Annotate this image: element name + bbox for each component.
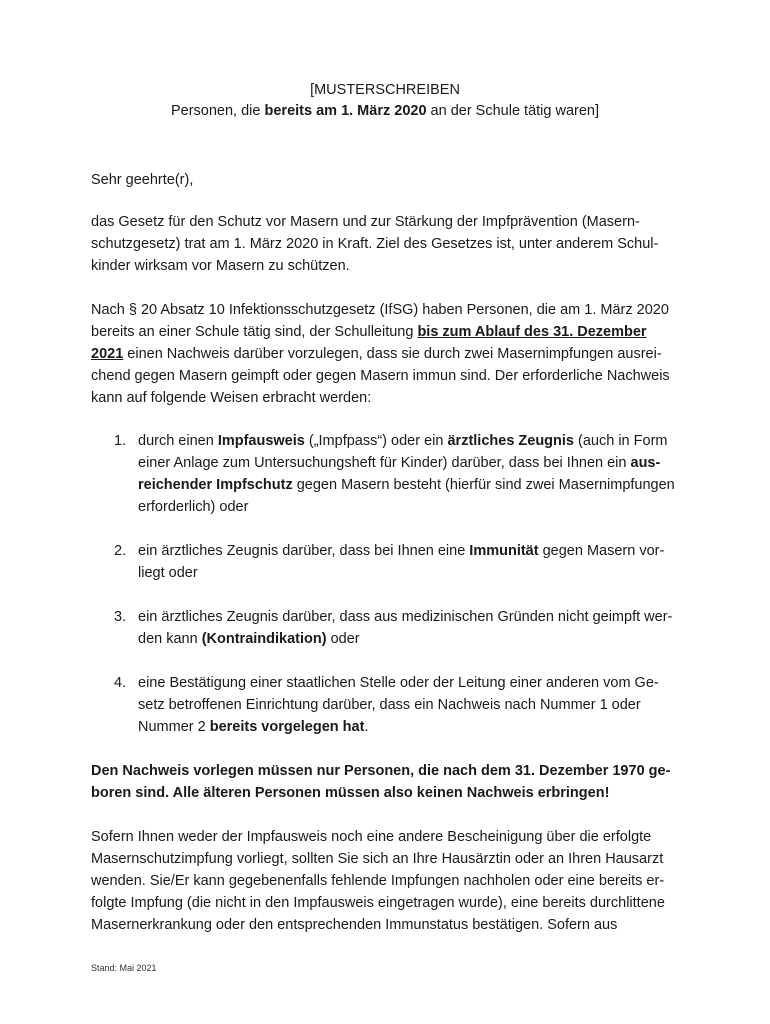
paragraph-line: boren sind. Alle älteren Personen müssen also keinen Nachweis erbringen! — [91, 785, 610, 801]
text-segment: gegen Masern vor- — [538, 543, 665, 559]
text-bold: Immunität — [469, 543, 539, 559]
text-segment: ein ärztliches Zeugnis darüber, dass bei Ihnen eine — [138, 543, 470, 559]
paragraph-age-note — [91, 760, 716, 804]
letter-header — [0, 80, 770, 122]
list-line: liegt oder — [138, 565, 198, 581]
paragraph-line: Masernschutzimpfung vorliegt, sollten Sie sich an Ihre Hausärztin oder an Ihren Hausarzt — [91, 851, 664, 867]
paragraph-line: chend gegen Masern geimpft oder gegen Masern immun sind. Der erforderliche Nachweis — [91, 368, 670, 384]
text-segment: bereits an einer Schule tätig sind, der Schulleitung — [91, 324, 418, 340]
header-line-2-text: Personen, die — [170, 103, 265, 119]
text-segment: . — [364, 719, 369, 735]
paragraph-intro — [91, 211, 716, 277]
list-line: setz betroffenen Einrichtung darüber, dass ein Nachweis nach Nummer 1 oder — [138, 697, 641, 713]
list-item-text — [138, 430, 716, 518]
text-bold: bereits vorgelegen hat — [209, 719, 365, 735]
text-bold: aus- — [630, 455, 661, 471]
text-segment: einer Anlage zum Untersuchungsheft für Kinder) darüber, dass bei Ihnen ein — [138, 455, 631, 471]
footer-date: Stand: Mai 2021 — [91, 963, 157, 973]
paragraph-line: schutzgesetz) trat am 1. März 2020 in Kraft. Ziel des Gesetzes ist, unter anderem Schul- — [91, 236, 659, 252]
list-item-text — [138, 540, 716, 584]
deadline-emphasis: bis zum Ablauf des 31. Dezember — [417, 324, 647, 340]
paragraph-line: Den Nachweis vorlegen müssen nur Personen, die nach dem 31. Dezember 1970 ge- — [91, 763, 671, 779]
list-item-text — [138, 606, 716, 650]
list-number: 1. — [114, 433, 127, 449]
text-bold: (Kontraindikation) — [201, 631, 327, 647]
deadline-emphasis: 2021 — [91, 346, 124, 362]
text-segment: oder — [326, 631, 360, 647]
paragraph-line: kann auf folgende Weisen erbracht werden: — [91, 390, 372, 406]
list-line: erforderlich) oder — [138, 499, 249, 515]
text-segment: durch einen — [138, 433, 218, 449]
text-segment: den kann — [138, 631, 202, 647]
text-segment: (auch in Form — [574, 433, 668, 449]
header-line-2-bold: bereits am 1. März 2020 — [264, 103, 427, 119]
salutation: Sehr geehrte(r), — [91, 172, 194, 188]
list-line — [138, 628, 716, 650]
text-segment: gegen Masern besteht (hierfür sind zwei Masernimpfungen — [292, 477, 675, 493]
text-bold: ärztliches Zeugnis — [447, 433, 574, 449]
paragraph-legal — [91, 299, 716, 409]
list-line — [138, 716, 716, 738]
text-segment: („Impfpass“) oder ein — [304, 433, 448, 449]
list-number: 3. — [114, 609, 127, 625]
paragraph-line: Sofern Ihnen weder der Impfausweis noch eine andere Bescheinigung über die erfolgte — [91, 829, 652, 845]
paragraph-line — [91, 343, 716, 365]
paragraph-line: folgte Impfung (die nicht in den Impfausweis eingetragen wurde), eine bereits durchlittene — [91, 895, 665, 911]
header-line-2-end: an der Schule tätig waren] — [426, 103, 600, 119]
header-line-1: [MUSTERSCHREIBEN — [310, 82, 460, 98]
list-number: 2. — [114, 543, 127, 559]
text-bold: reichender Impfschutz — [138, 477, 293, 493]
paragraph-doctor — [91, 826, 716, 936]
paragraph-line: Nach § 20 Absatz 10 Infektionsschutzgesetz (IfSG) haben Personen, die am 1. März 2020 — [91, 302, 669, 318]
paragraph-line: kinder wirksam vor Masern zu schützen. — [91, 258, 350, 274]
paragraph-line: Masernerkrankung oder den entsprechenden Immunstatus bestätigen. Sofern aus — [91, 917, 618, 933]
text-bold: Impfausweis — [217, 433, 305, 449]
list-line — [138, 474, 716, 496]
list-line — [138, 540, 716, 562]
list-line — [138, 452, 716, 474]
header-line-2 — [0, 101, 770, 122]
list-item-text — [138, 672, 716, 738]
paragraph-line: wenden. Sie/Er kann gegebenenfalls fehlende Impfungen nachholen oder eine bereits er- — [91, 873, 665, 889]
paragraph-line: das Gesetz für den Schutz vor Masern und zur Stärkung der Impfprävention (Masern- — [91, 214, 640, 230]
list-line — [138, 430, 716, 452]
list-number: 4. — [114, 675, 127, 691]
text-segment: einen Nachweis darüber vorzulegen, dass sie durch zwei Masernimpfungen ausrei- — [123, 346, 662, 362]
list-line: eine Bestätigung einer staatlichen Stelle oder der Leitung einer anderen vom Ge- — [138, 675, 659, 691]
text-segment: Nummer 2 — [138, 719, 210, 735]
list-line: ein ärztliches Zeugnis darüber, dass aus medizinischen Gründen nicht geimpft wer- — [138, 609, 673, 625]
paragraph-line — [91, 321, 716, 343]
